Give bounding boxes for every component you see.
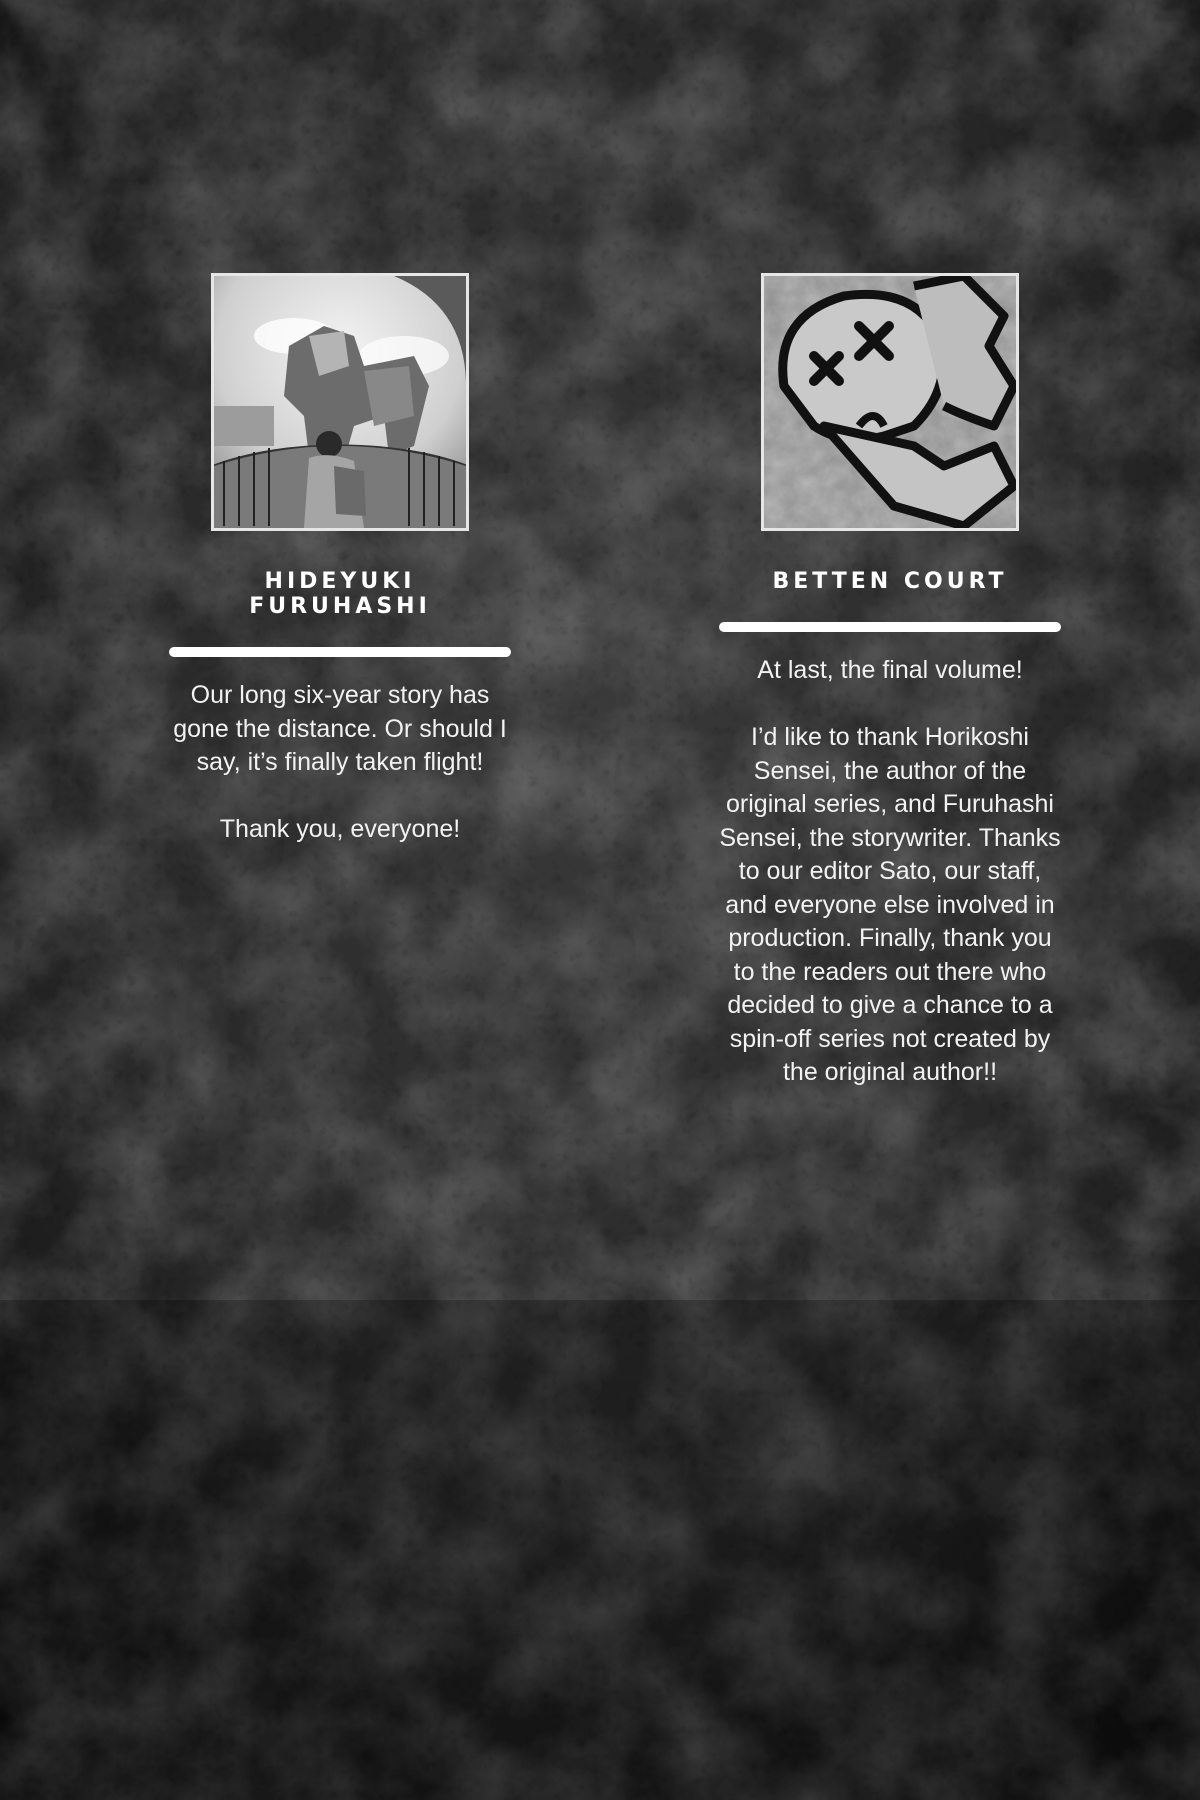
creator-message: [718, 654, 1062, 1123]
author-photo: [211, 273, 469, 531]
creator-column-betten-court: [718, 273, 1062, 1123]
message-paragraph: Our long six-year story has gone the distance. Or should I say, it’s finally taken flight!: [173, 681, 507, 776]
message-paragraph: Thank you, everyone!: [219, 815, 461, 843]
author-photo: [761, 273, 1019, 531]
creator-name: BETTEN COURT: [772, 569, 1008, 594]
creator-name: HIDEYUKI FURUHASHI: [249, 569, 431, 619]
creator-column-furuhashi: [168, 273, 512, 880]
divider-rule: [169, 647, 511, 657]
creator-message: [168, 679, 512, 880]
message-paragraph: At last, the final volume!: [757, 656, 1023, 684]
robot-statue-photo-icon: [214, 276, 466, 528]
skull-crossbones-icon: [764, 276, 1016, 528]
message-paragraph: I’d like to thank Horikoshi Sensei, the author of the original series, and Furuhashi Sensei, the storywriter. Thanks to our editor Sato, our staff, and everyone else involved in production. Finally, thank you to the readers out there who decided to give a chance to a spin-off series not created by the original author!!: [719, 723, 1061, 1086]
divider-rule: [719, 622, 1061, 632]
